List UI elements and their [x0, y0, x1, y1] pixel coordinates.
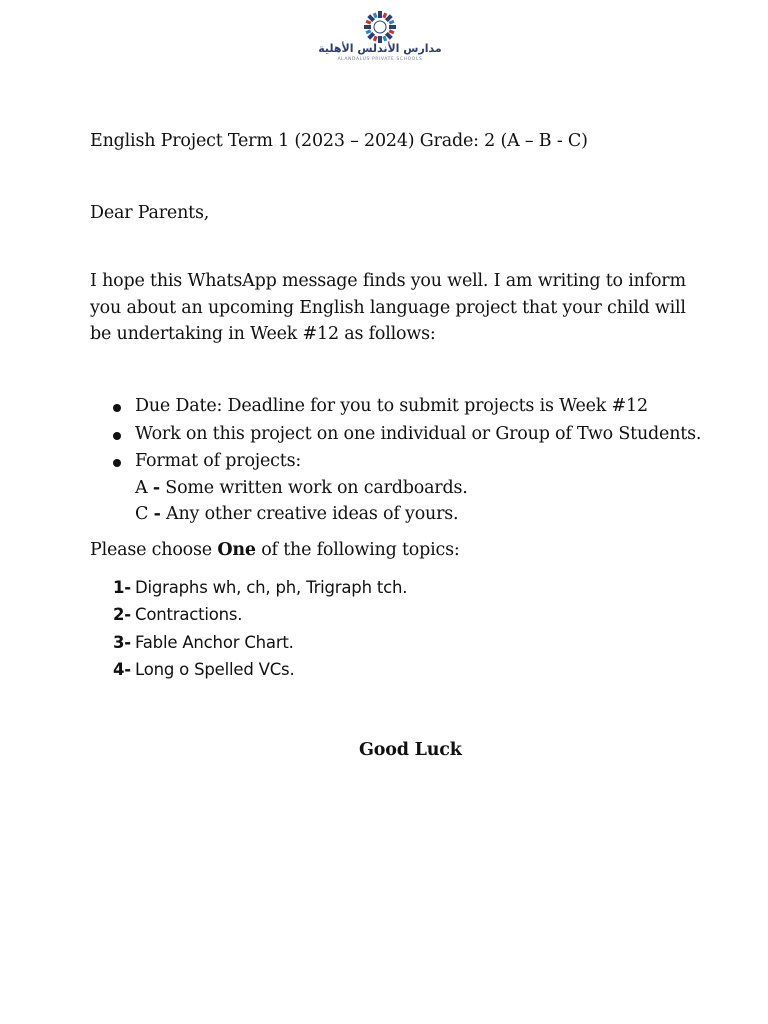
choose-suffix: of the following topics: [261, 540, 460, 560]
format-option-text: Some written work on cardboards. [165, 478, 468, 498]
bullet-icon [113, 404, 121, 412]
bullet-icon [113, 432, 121, 440]
topic-text: Fable Anchor Chart. [135, 633, 294, 652]
intro-paragraph [90, 268, 690, 348]
format-option-letter: C [135, 504, 149, 524]
logo-english-text: ALANDALUS PRIVATE SCHOOLS [337, 57, 423, 62]
topic-text: Contractions. [135, 605, 243, 624]
topic-text: Digraphs wh, ch, ph, Trigraph tch. [135, 578, 408, 597]
choose-instruction [90, 540, 460, 560]
topic-item [113, 578, 407, 597]
letter-title: English Project Term 1 (2023 – 2024) Grade: 2 (A – B - C) [90, 131, 588, 151]
format-option-letter: A [135, 478, 148, 498]
topic-item [113, 660, 295, 679]
topic-number: 3- [113, 633, 131, 652]
format-option-separator: - [153, 504, 161, 524]
topic-item [113, 605, 242, 624]
topic-number: 2- [113, 605, 131, 624]
format-option-separator: - [152, 478, 160, 498]
choose-prefix: Please choose [90, 540, 212, 560]
bullet-text: Work on this project on one individual or Group of Two Students. [135, 424, 702, 444]
topic-text: Long o Spelled VCs. [135, 660, 295, 679]
bullet-icon [113, 459, 121, 467]
closing-text: Good Luck [359, 740, 462, 760]
school-logo [318, 10, 442, 64]
topic-number: 4- [113, 660, 131, 679]
bullet-text: Due Date: Deadline for you to submit projects is Week #12 [135, 396, 648, 416]
logo-arabic-text: مدارس الأندلس الأهلية [318, 42, 442, 55]
format-option-text: Any other creative ideas of yours. [166, 504, 459, 524]
choose-emphasis: One [217, 540, 256, 560]
intro-line: I hope this WhatsApp message finds you well. I am writing to inform [90, 271, 686, 291]
format-option [135, 478, 468, 498]
topic-item [113, 633, 294, 652]
bullet-text: Format of projects: [135, 451, 302, 471]
format-option [135, 504, 458, 524]
letter-greeting: Dear Parents, [90, 203, 210, 223]
intro-line: be undertaking in Week #12 as follows: [90, 324, 436, 344]
school-logo-icon [355, 10, 405, 46]
topic-number: 1- [113, 578, 131, 597]
intro-line: you about an upcoming English language project that your child will [90, 297, 686, 318]
